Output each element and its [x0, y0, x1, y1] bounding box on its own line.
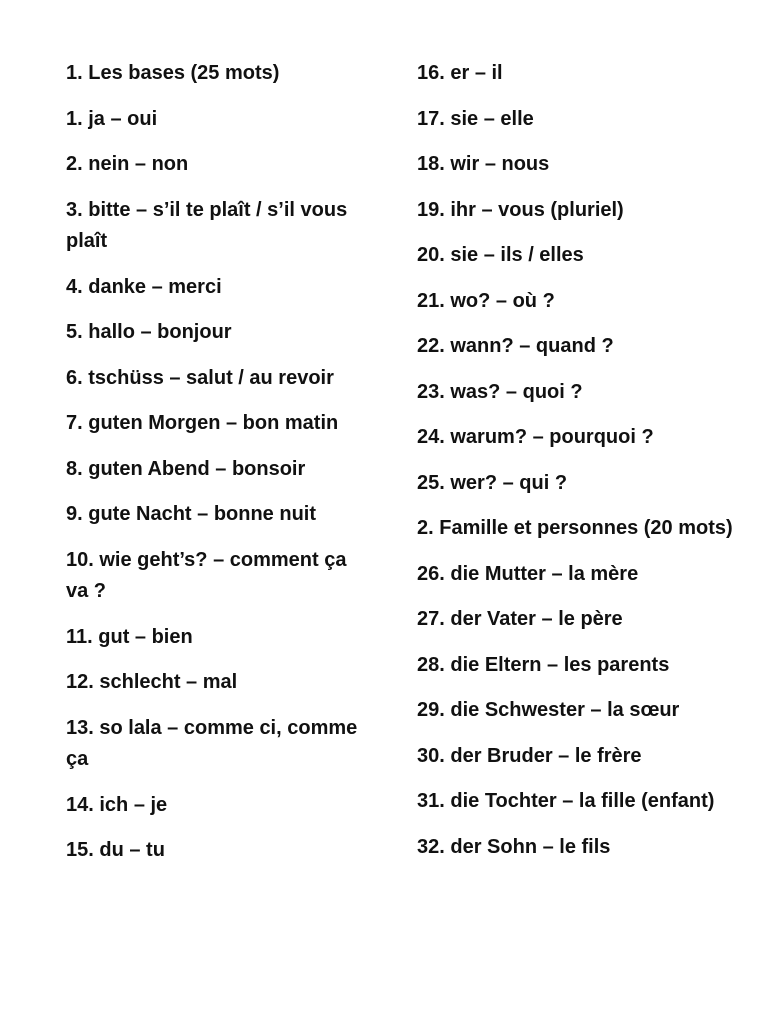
vocab-item: 31. die Tochter – la fille (enfant) [417, 790, 715, 812]
section-heading-family: 2. Famille et personnes (20 mots) [417, 517, 733, 539]
vocab-item: 32. der Sohn – le fils [417, 835, 611, 858]
vocab-item: 20. sie – ils / elles [417, 244, 584, 266]
vocab-item: 16. er – il [417, 62, 503, 84]
section-heading-basics: 1. Les bases (25 mots) [66, 62, 280, 84]
vocab-item: 13. so lala – comme ci, comme ça [66, 716, 358, 770]
vocab-item: 2. nein – non [66, 153, 189, 175]
vocab-item: 22. wann? – quand ? [417, 335, 614, 357]
vocab-item: 7. guten Morgen – bon matin [66, 412, 339, 434]
vocab-item: 8. guten Abend – bonsoir [66, 457, 306, 480]
vocab-item: 25. wer? – qui ? [417, 471, 568, 494]
vocab-item: 29. die Schwester – la sœur [417, 699, 680, 721]
vocab-item: 1. ja – oui [66, 107, 158, 130]
vocab-item: 3. bitte – s’il te plaît / s’il vous plaît [66, 198, 348, 252]
vocab-item: 28. die Eltern – les parents [417, 653, 670, 676]
vocab-item: 17. sie – elle [417, 107, 534, 130]
vocab-item: 30. der Bruder – le frère [417, 744, 642, 767]
vocab-item: 24. warum? – pourquoi ? [417, 426, 654, 448]
vocab-item: 27. der Vater – le père [417, 608, 623, 630]
vocab-item: 19. ihr – vous (pluriel) [417, 198, 624, 221]
right-column [417, 58, 737, 877]
vocab-item: 11. gut – bien [66, 625, 193, 648]
vocab-item: 26. die Mutter – la mère [417, 562, 639, 585]
left-column [66, 58, 366, 881]
vocab-item: 9. gute Nacht – bonne nuit [66, 503, 317, 525]
vocab-item: 23. was? – quoi ? [417, 380, 583, 403]
vocab-item: 14. ich – je [66, 793, 168, 816]
vocab-item: 12. schlecht – mal [66, 671, 238, 693]
vocab-item: 15. du – tu [66, 839, 165, 861]
vocab-item: 21. wo? – où ? [417, 289, 555, 312]
vocab-item: 18. wir – nous [417, 153, 550, 175]
vocab-item: 5. hallo – bonjour [66, 321, 232, 343]
vocab-item: 6. tschüss – salut / au revoir [66, 366, 334, 389]
vocab-item: 4. danke – merci [66, 275, 222, 298]
vocab-item: 10. wie geht’s? – comment ça va ? [66, 548, 347, 602]
